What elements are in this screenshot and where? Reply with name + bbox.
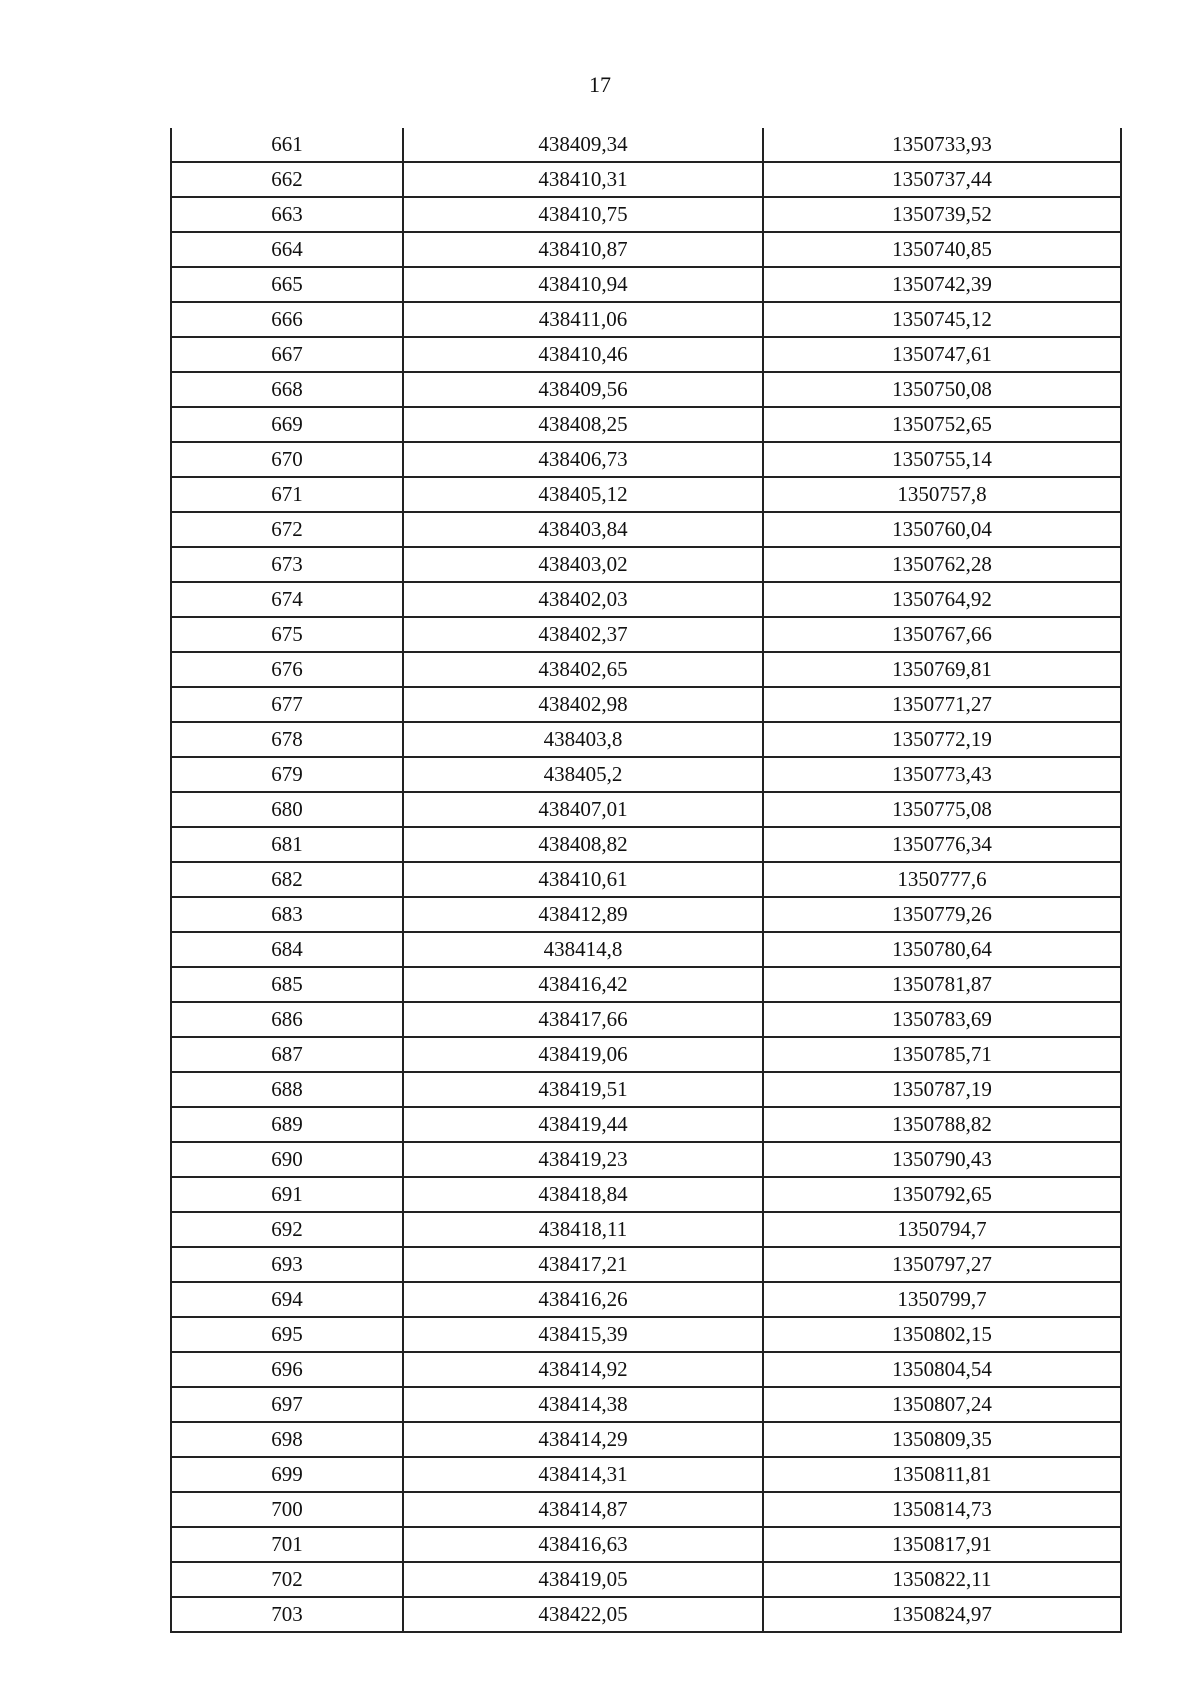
table-row	[171, 1142, 1121, 1177]
point-number-cell: 679	[171, 757, 403, 792]
table-row	[171, 1422, 1121, 1457]
table-row	[171, 1002, 1121, 1037]
table-row	[171, 582, 1121, 617]
table-row	[171, 1562, 1121, 1597]
point-number-cell: 701	[171, 1527, 403, 1562]
coordinates-table	[170, 128, 1122, 1633]
x-coordinate-cell: 438412,89	[403, 897, 763, 932]
point-number-cell: 666	[171, 302, 403, 337]
table-row	[171, 1597, 1121, 1632]
y-coordinate-cell: 1350752,65	[763, 407, 1121, 442]
table-row	[171, 1177, 1121, 1212]
point-number-cell: 693	[171, 1247, 403, 1282]
y-coordinate-cell: 1350783,69	[763, 1002, 1121, 1037]
point-number-cell: 695	[171, 1317, 403, 1352]
point-number-cell: 691	[171, 1177, 403, 1212]
y-coordinate-cell: 1350785,71	[763, 1037, 1121, 1072]
table-row	[171, 1352, 1121, 1387]
table-row	[171, 407, 1121, 442]
x-coordinate-cell: 438408,25	[403, 407, 763, 442]
x-coordinate-cell: 438402,98	[403, 687, 763, 722]
x-coordinate-cell: 438414,8	[403, 932, 763, 967]
x-coordinate-cell: 438419,05	[403, 1562, 763, 1597]
point-number-cell: 685	[171, 967, 403, 1002]
x-coordinate-cell: 438408,82	[403, 827, 763, 862]
table-row	[171, 1282, 1121, 1317]
x-coordinate-cell: 438414,29	[403, 1422, 763, 1457]
table-row	[171, 1527, 1121, 1562]
y-coordinate-cell: 1350757,8	[763, 477, 1121, 512]
point-number-cell: 697	[171, 1387, 403, 1422]
table-row	[171, 652, 1121, 687]
x-coordinate-cell: 438419,06	[403, 1037, 763, 1072]
point-number-cell: 698	[171, 1422, 403, 1457]
point-number-cell: 664	[171, 232, 403, 267]
table-row	[171, 232, 1121, 267]
x-coordinate-cell: 438414,87	[403, 1492, 763, 1527]
x-coordinate-cell: 438422,05	[403, 1597, 763, 1632]
y-coordinate-cell: 1350790,43	[763, 1142, 1121, 1177]
table-row	[171, 1317, 1121, 1352]
point-number-cell: 674	[171, 582, 403, 617]
y-coordinate-cell: 1350771,27	[763, 687, 1121, 722]
point-number-cell: 690	[171, 1142, 403, 1177]
table-row	[171, 547, 1121, 582]
table-row	[171, 512, 1121, 547]
x-coordinate-cell: 438402,65	[403, 652, 763, 687]
y-coordinate-cell: 1350802,15	[763, 1317, 1121, 1352]
y-coordinate-cell: 1350760,04	[763, 512, 1121, 547]
x-coordinate-cell: 438410,75	[403, 197, 763, 232]
point-number-cell: 677	[171, 687, 403, 722]
table-row	[171, 128, 1121, 162]
y-coordinate-cell: 1350750,08	[763, 372, 1121, 407]
x-coordinate-cell: 438411,06	[403, 302, 763, 337]
y-coordinate-cell: 1350817,91	[763, 1527, 1121, 1562]
x-coordinate-cell: 438415,39	[403, 1317, 763, 1352]
table-row	[171, 1037, 1121, 1072]
y-coordinate-cell: 1350807,24	[763, 1387, 1121, 1422]
point-number-cell: 694	[171, 1282, 403, 1317]
table-row	[171, 197, 1121, 232]
point-number-cell: 662	[171, 162, 403, 197]
x-coordinate-cell: 438409,56	[403, 372, 763, 407]
table-row	[171, 757, 1121, 792]
y-coordinate-cell: 1350787,19	[763, 1072, 1121, 1107]
table-row	[171, 372, 1121, 407]
y-coordinate-cell: 1350792,65	[763, 1177, 1121, 1212]
point-number-cell: 699	[171, 1457, 403, 1492]
x-coordinate-cell: 438416,63	[403, 1527, 763, 1562]
x-coordinate-cell: 438402,37	[403, 617, 763, 652]
table-row	[171, 617, 1121, 652]
point-number-cell: 689	[171, 1107, 403, 1142]
y-coordinate-cell: 1350777,6	[763, 862, 1121, 897]
x-coordinate-cell: 438410,31	[403, 162, 763, 197]
x-coordinate-cell: 438403,8	[403, 722, 763, 757]
y-coordinate-cell: 1350779,26	[763, 897, 1121, 932]
point-number-cell: 703	[171, 1597, 403, 1632]
x-coordinate-cell: 438414,92	[403, 1352, 763, 1387]
x-coordinate-cell: 438417,21	[403, 1247, 763, 1282]
point-number-cell: 702	[171, 1562, 403, 1597]
x-coordinate-cell: 438402,03	[403, 582, 763, 617]
table-row	[171, 722, 1121, 757]
point-number-cell: 663	[171, 197, 403, 232]
point-number-cell: 676	[171, 652, 403, 687]
y-coordinate-cell: 1350794,7	[763, 1212, 1121, 1247]
x-coordinate-cell: 438414,38	[403, 1387, 763, 1422]
point-number-cell: 687	[171, 1037, 403, 1072]
table-row	[171, 1387, 1121, 1422]
point-number-cell: 665	[171, 267, 403, 302]
y-coordinate-cell: 1350788,82	[763, 1107, 1121, 1142]
table-row	[171, 1107, 1121, 1142]
table-row	[171, 267, 1121, 302]
point-number-cell: 684	[171, 932, 403, 967]
x-coordinate-cell: 438406,73	[403, 442, 763, 477]
table-row	[171, 792, 1121, 827]
y-coordinate-cell: 1350745,12	[763, 302, 1121, 337]
table-row	[171, 932, 1121, 967]
y-coordinate-cell: 1350764,92	[763, 582, 1121, 617]
y-coordinate-cell: 1350747,61	[763, 337, 1121, 372]
table-row	[171, 967, 1121, 1002]
point-number-cell: 683	[171, 897, 403, 932]
y-coordinate-cell: 1350773,43	[763, 757, 1121, 792]
table-row	[171, 1492, 1121, 1527]
point-number-cell: 670	[171, 442, 403, 477]
point-number-cell: 700	[171, 1492, 403, 1527]
x-coordinate-cell: 438409,34	[403, 128, 763, 162]
y-coordinate-cell: 1350780,64	[763, 932, 1121, 967]
y-coordinate-cell: 1350797,27	[763, 1247, 1121, 1282]
point-number-cell: 692	[171, 1212, 403, 1247]
y-coordinate-cell: 1350824,97	[763, 1597, 1121, 1632]
y-coordinate-cell: 1350755,14	[763, 442, 1121, 477]
x-coordinate-cell: 438405,2	[403, 757, 763, 792]
x-coordinate-cell: 438407,01	[403, 792, 763, 827]
x-coordinate-cell: 438405,12	[403, 477, 763, 512]
point-number-cell: 668	[171, 372, 403, 407]
table-row	[171, 302, 1121, 337]
y-coordinate-cell: 1350772,19	[763, 722, 1121, 757]
x-coordinate-cell: 438403,84	[403, 512, 763, 547]
y-coordinate-cell: 1350767,66	[763, 617, 1121, 652]
y-coordinate-cell: 1350804,54	[763, 1352, 1121, 1387]
table-row	[171, 687, 1121, 722]
x-coordinate-cell: 438416,26	[403, 1282, 763, 1317]
table-row	[171, 337, 1121, 372]
y-coordinate-cell: 1350769,81	[763, 652, 1121, 687]
x-coordinate-cell: 438416,42	[403, 967, 763, 1002]
x-coordinate-cell: 438414,31	[403, 1457, 763, 1492]
table-row	[171, 1072, 1121, 1107]
y-coordinate-cell: 1350739,52	[763, 197, 1121, 232]
point-number-cell: 669	[171, 407, 403, 442]
page-number: 17	[589, 72, 611, 97]
point-number-cell: 661	[171, 128, 403, 162]
y-coordinate-cell: 1350799,7	[763, 1282, 1121, 1317]
table-row	[171, 897, 1121, 932]
point-number-cell: 675	[171, 617, 403, 652]
x-coordinate-cell: 438410,94	[403, 267, 763, 302]
x-coordinate-cell: 438418,11	[403, 1212, 763, 1247]
point-number-cell: 667	[171, 337, 403, 372]
x-coordinate-cell: 438410,46	[403, 337, 763, 372]
x-coordinate-cell: 438418,84	[403, 1177, 763, 1212]
point-number-cell: 696	[171, 1352, 403, 1387]
y-coordinate-cell: 1350775,08	[763, 792, 1121, 827]
point-number-cell: 682	[171, 862, 403, 897]
point-number-cell: 678	[171, 722, 403, 757]
y-coordinate-cell: 1350781,87	[763, 967, 1121, 1002]
x-coordinate-cell: 438419,44	[403, 1107, 763, 1142]
point-number-cell: 688	[171, 1072, 403, 1107]
y-coordinate-cell: 1350740,85	[763, 232, 1121, 267]
y-coordinate-cell: 1350809,35	[763, 1422, 1121, 1457]
table-row	[171, 862, 1121, 897]
x-coordinate-cell: 438419,23	[403, 1142, 763, 1177]
x-coordinate-cell: 438410,61	[403, 862, 763, 897]
table-row	[171, 442, 1121, 477]
point-number-cell: 681	[171, 827, 403, 862]
table-row	[171, 1457, 1121, 1492]
y-coordinate-cell: 1350733,93	[763, 128, 1121, 162]
y-coordinate-cell: 1350814,73	[763, 1492, 1121, 1527]
table-body	[171, 128, 1121, 1632]
y-coordinate-cell: 1350811,81	[763, 1457, 1121, 1492]
y-coordinate-cell: 1350737,44	[763, 162, 1121, 197]
table-row	[171, 477, 1121, 512]
point-number-cell: 680	[171, 792, 403, 827]
point-number-cell: 673	[171, 547, 403, 582]
x-coordinate-cell: 438403,02	[403, 547, 763, 582]
y-coordinate-cell: 1350822,11	[763, 1562, 1121, 1597]
table-row	[171, 162, 1121, 197]
y-coordinate-cell: 1350742,39	[763, 267, 1121, 302]
point-number-cell: 671	[171, 477, 403, 512]
table-row	[171, 827, 1121, 862]
point-number-cell: 672	[171, 512, 403, 547]
y-coordinate-cell: 1350762,28	[763, 547, 1121, 582]
x-coordinate-cell: 438419,51	[403, 1072, 763, 1107]
x-coordinate-cell: 438417,66	[403, 1002, 763, 1037]
table-row	[171, 1247, 1121, 1282]
table-row	[171, 1212, 1121, 1247]
point-number-cell: 686	[171, 1002, 403, 1037]
y-coordinate-cell: 1350776,34	[763, 827, 1121, 862]
x-coordinate-cell: 438410,87	[403, 232, 763, 267]
